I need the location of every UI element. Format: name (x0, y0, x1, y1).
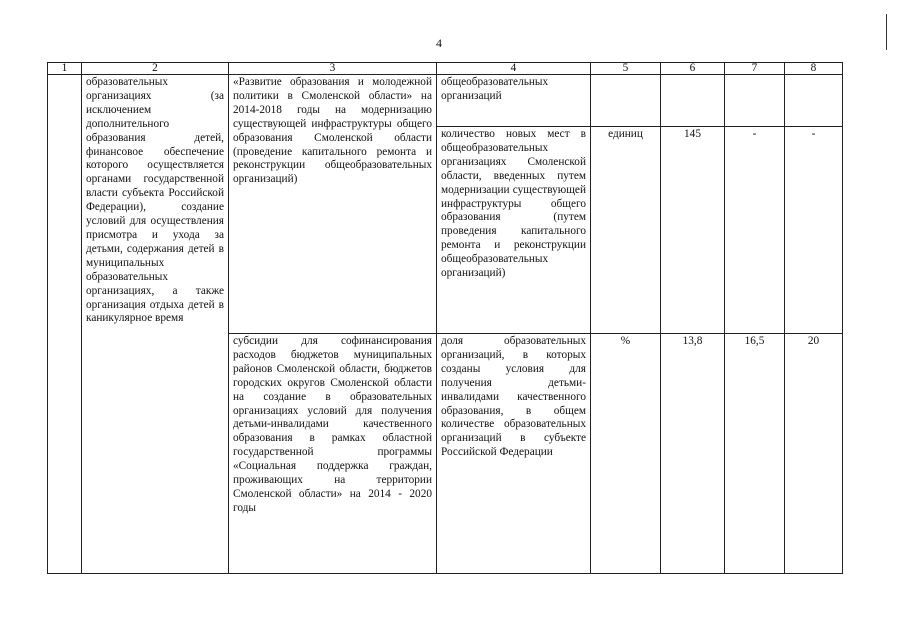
margin-rule (886, 14, 887, 50)
column-header-5: 5 (591, 63, 661, 75)
value-cell-2015 (725, 75, 785, 127)
indicator-cell: общеобразовательных организаций (437, 75, 591, 127)
unit-cell: % (591, 334, 661, 574)
indicator-cell: доля образовательных организаций, в которых созданы условия для получения детьми-инвалидами качественного образования, в общем количестве образовательных организаций в субъекте Российской Федерации (437, 334, 591, 574)
value-cell-2015: - (725, 127, 785, 334)
column-header-8: 8 (785, 63, 843, 75)
row-number-cell (48, 75, 82, 574)
indicators-table (47, 62, 843, 574)
page-number: 4 (436, 36, 442, 50)
value-cell-2014: 13,8 (661, 334, 725, 574)
value-cell-2016: 20 (785, 334, 843, 574)
subsidy-cell: субсидии для софинансирования расходов бюджетов муниципальных районов Смоленской области, бюджетов городских округов Смоленской области на создание в образовательных организациях условий для получения детьми-инвалидами качественного образования в рамках областной государственной программы «Социальная поддержка граждан, проживающих на территории Смоленской области» на 2014 - 2020 годы (229, 334, 437, 574)
column-header-2: 2 (82, 63, 229, 75)
value-cell-2016: - (785, 127, 843, 334)
indicator-cell: количество новых мест в общеобразовательных организациях Смоленской области, введенных путем модернизации существующей инфраструктуры общего образования (путем проведения капитального ремонта и реконструкции общеобразовательных организаций) (437, 127, 591, 334)
column-header-1: 1 (48, 63, 82, 75)
column-header-3: 3 (229, 63, 437, 75)
table-row (48, 75, 843, 127)
program-cell: «Развитие образования и молодежной политики в Смоленской области» на 2014-2018 годы на модернизацию существующей инфраструктуры общего образования Смоленской области (проведение капитального ремонта и реконструкции общеобразовательных организаций) (229, 75, 437, 334)
unit-cell: единиц (591, 127, 661, 334)
task-description-cell: образовательных организациях (за исключением дополнительного образования детей, финансовое обеспечение которого осуществляется органами государственной власти субъекта Российской Федерации), создание условий для осуществления присмотра и ухода за детьми, содержания детей в муниципальных образовательных организациях, а также организация отдыха детей в каникулярное время (82, 75, 229, 574)
value-cell-2016 (785, 75, 843, 127)
unit-cell (591, 75, 661, 127)
value-cell-2014: 145 (661, 127, 725, 334)
value-cell-2014 (661, 75, 725, 127)
column-header-4: 4 (437, 63, 591, 75)
column-header-7: 7 (725, 63, 785, 75)
column-header-6: 6 (661, 63, 725, 75)
value-cell-2015: 16,5 (725, 334, 785, 574)
table-header-row (48, 63, 843, 75)
